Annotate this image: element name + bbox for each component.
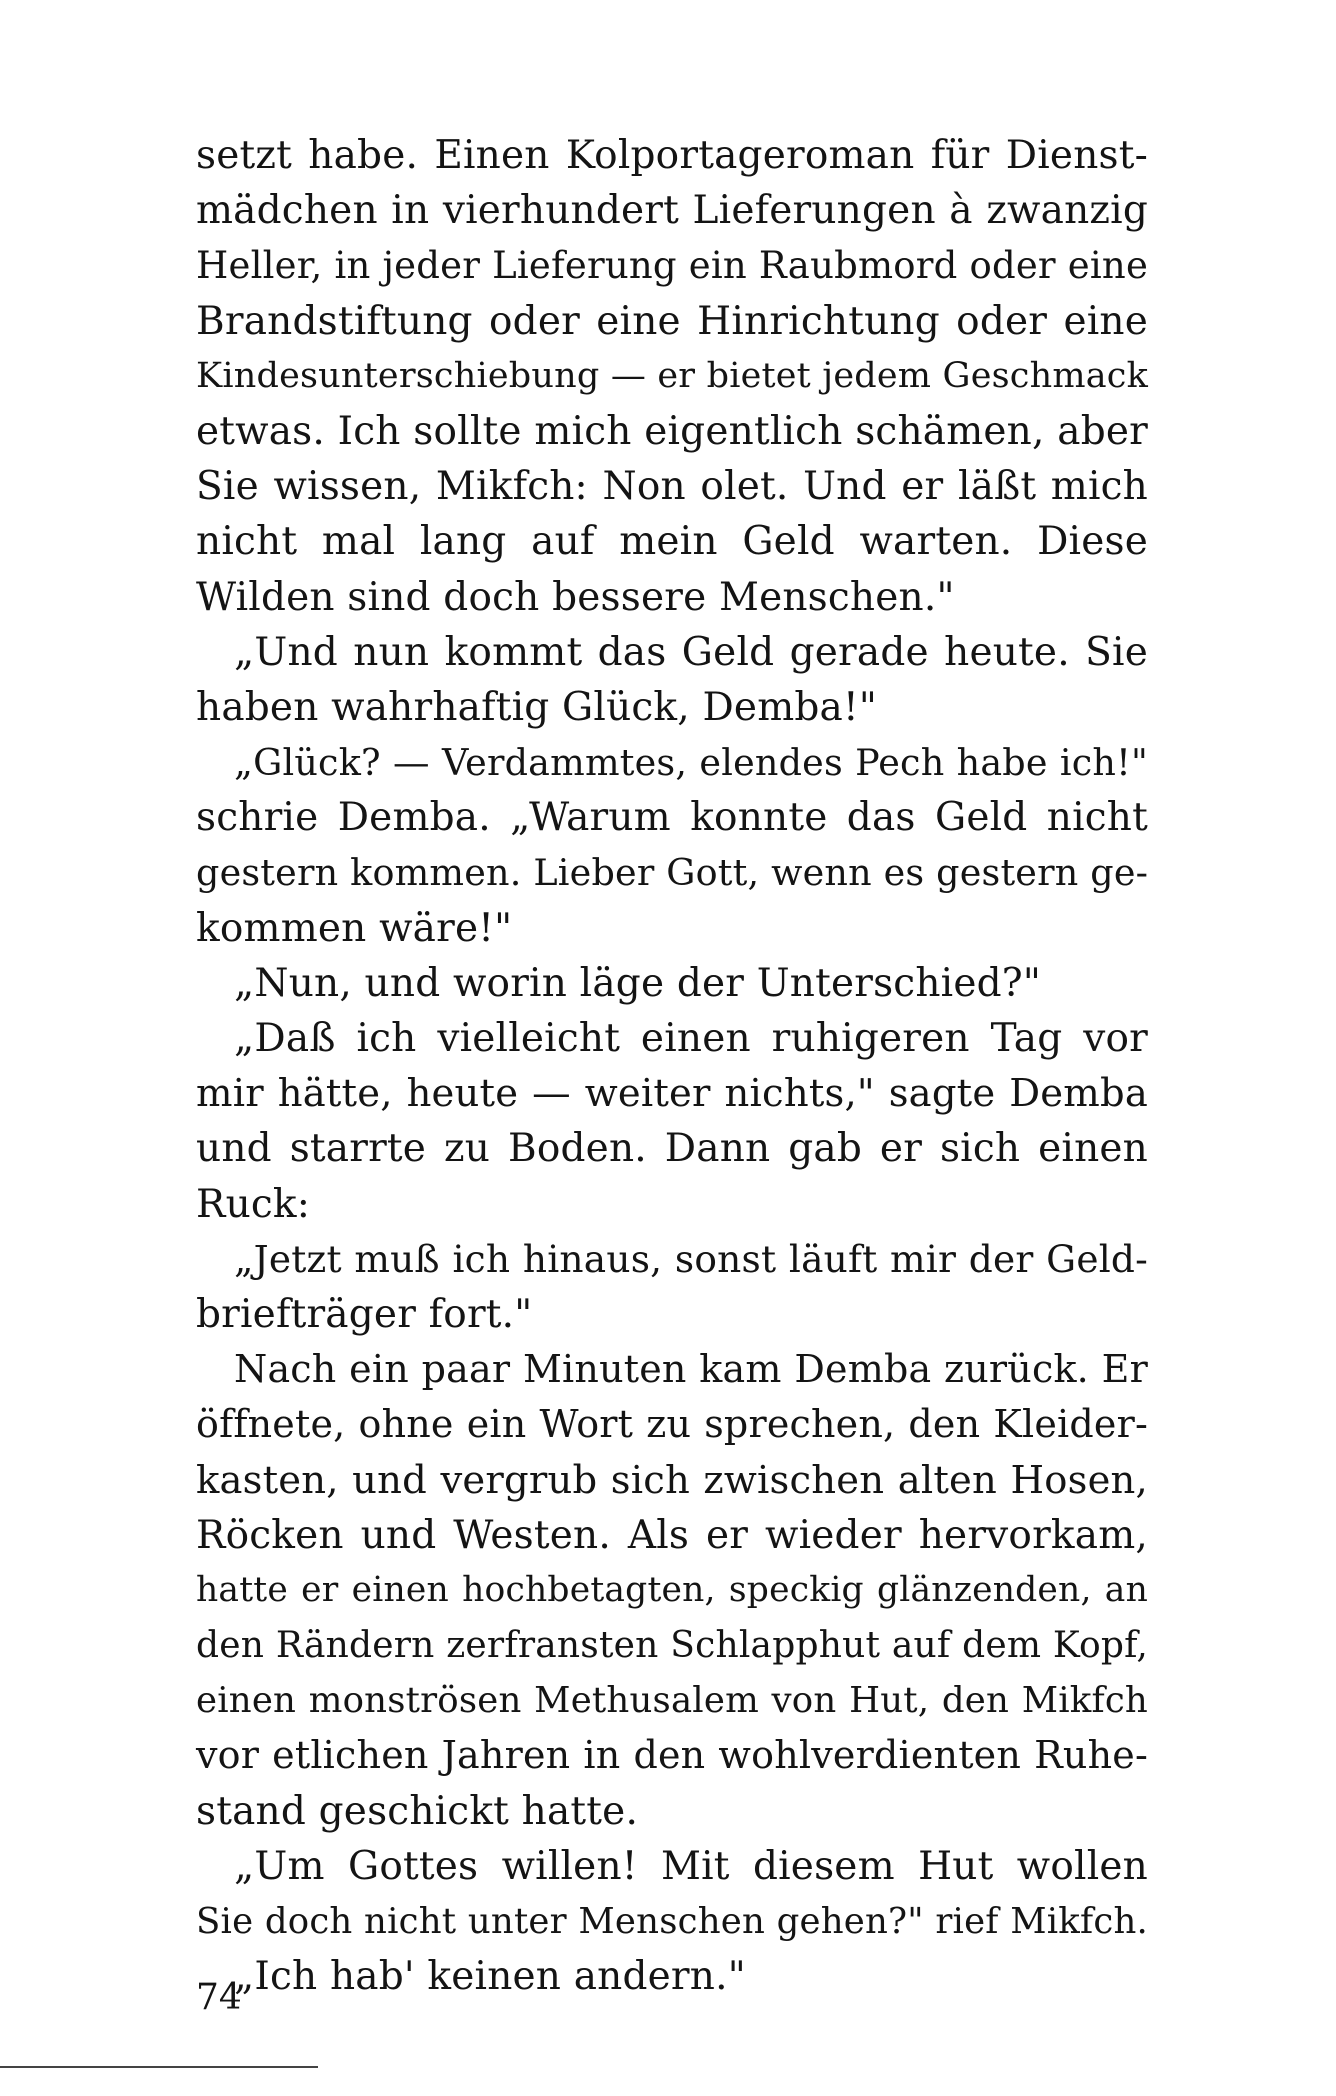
text-line: stand geschickt hatte. bbox=[196, 1788, 639, 1834]
text-line: Sie doch nicht unter Menschen gehen?" rief Mikfch. bbox=[196, 1901, 1148, 1942]
text-line: mir hätte, heute — weiter nichts," sagte Demba bbox=[196, 1071, 1148, 1117]
text-line: briefträger fort." bbox=[196, 1291, 533, 1337]
text-line: einen monströsen Methusalem von Hut, den Mikfch bbox=[196, 1680, 1148, 1722]
text-line: nicht mal lang auf mein Geld warten. Diese bbox=[196, 519, 1148, 565]
text-line: öffnete, ohne ein Wort zu sprechen, den Kleider- bbox=[196, 1402, 1148, 1447]
page-number: 74 bbox=[196, 1977, 242, 2018]
text-line: hatte er einen hochbetagten, speckig glänzenden, an bbox=[196, 1569, 1148, 1610]
text-line: haben wahrhaftig Glück, Demba!" bbox=[196, 684, 878, 730]
text-line: kommen wäre!" bbox=[196, 905, 513, 951]
text-line: „Nun, und worin läge der Unterschied?" bbox=[234, 960, 1042, 1006]
text-line: vor etlichen Jahren in den wohlverdienten Ruhe- bbox=[196, 1733, 1148, 1778]
text-line: Kindesunterschiebung — er bietet jedem Geschmack bbox=[196, 355, 1148, 396]
text-line: mädchen in vierhundert Lieferungen à zwanzig bbox=[196, 188, 1148, 234]
text-line: Brandstiftung oder eine Hinrichtung oder eine bbox=[196, 298, 1148, 344]
text-line: „Und nun kommt das Geld gerade heute. Sie bbox=[234, 629, 1148, 675]
text-line: „Um Gottes willen! Mit diesem Hut wollen bbox=[234, 1843, 1148, 1889]
text-line: „Jetzt muß ich hinaus, sonst läuft mir der Geld- bbox=[234, 1236, 1148, 1281]
body-text bbox=[196, 128, 1148, 2004]
text-line: kasten, und vergrub sich zwischen alten Hosen, bbox=[196, 1457, 1148, 1503]
text-line: Sie wissen, Mikfch: Non olet. Und er läßt mich bbox=[196, 464, 1148, 510]
text-line: „Glück? — Verdammtes, elendes Pech habe ich!" bbox=[234, 741, 1148, 785]
text-line: und starrte zu Boden. Dann gab er sich einen bbox=[196, 1126, 1148, 1172]
text-line: setzt habe. Einen Kolportageroman für Dienst- bbox=[196, 133, 1148, 178]
text-line: etwas. Ich sollte mich eigentlich schämen, aber bbox=[196, 408, 1148, 454]
text-line: den Rändern zerfransten Schlapphut auf dem Kopf, bbox=[196, 1625, 1148, 1667]
text-line: schrie Demba. „Warum konnte das Geld nicht bbox=[196, 795, 1148, 841]
bottom-rule bbox=[0, 2066, 318, 2068]
text-line: Wilden sind doch bessere Menschen." bbox=[196, 574, 955, 620]
text-line: Ruck: bbox=[196, 1181, 311, 1227]
text-line: „Daß ich vielleicht einen ruhigeren Tag vor bbox=[234, 1016, 1148, 1061]
text-line: Heller, in jeder Lieferung ein Raubmord oder eine bbox=[196, 244, 1149, 288]
text-line: gestern kommen. Lieber Gott, wenn es gestern ge- bbox=[196, 851, 1149, 895]
text-line: Röcken und Westen. Als er wieder hervorkam, bbox=[196, 1512, 1148, 1558]
text-line: Nach ein paar Minuten kam Demba zurück. Er bbox=[234, 1347, 1148, 1392]
text-line: „Ich hab' keinen andern." bbox=[234, 1954, 746, 2000]
